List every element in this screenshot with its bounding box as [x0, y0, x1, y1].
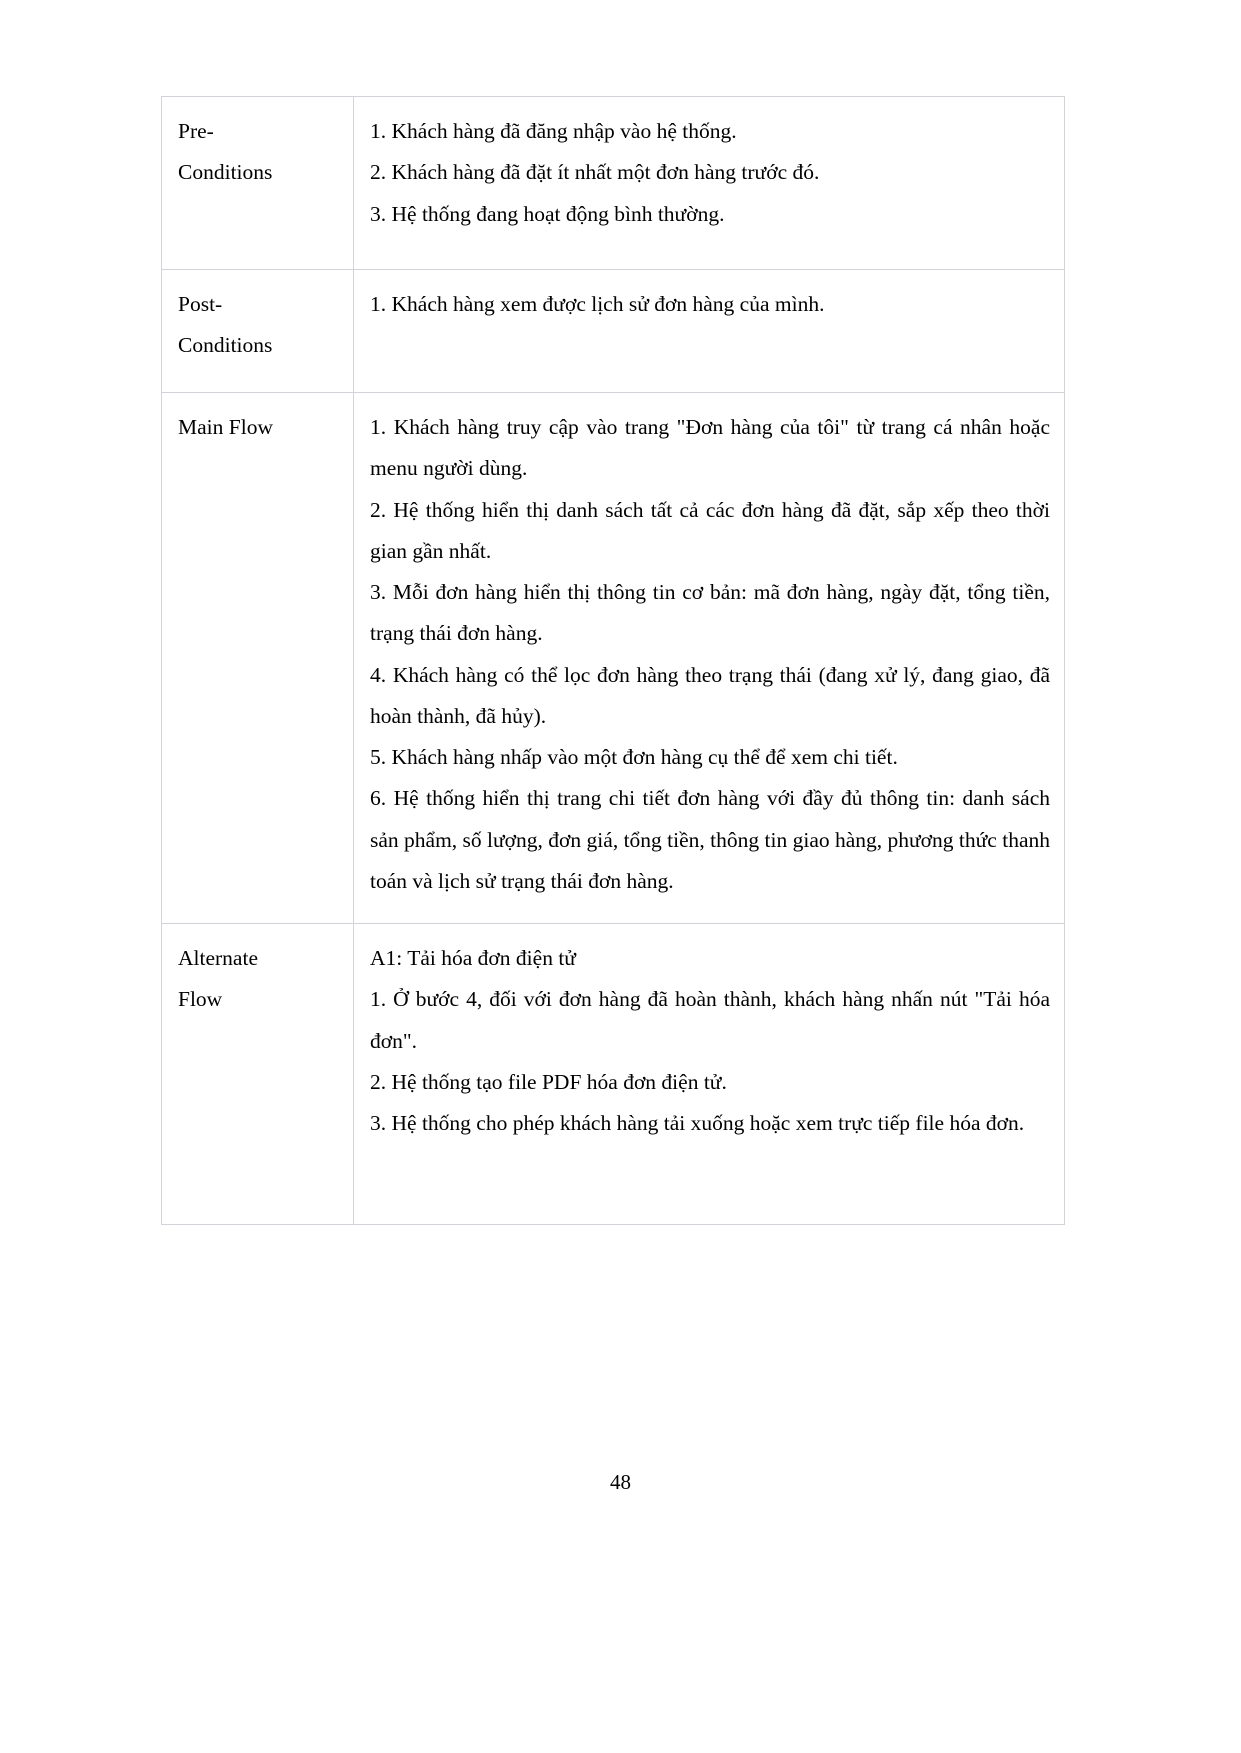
- label-line: Pre-: [178, 119, 214, 143]
- body-line: 1. Ở bước 4, đối với đơn hàng đã hoàn thành, khách hàng nhấn nút "Tải hóa đơn".: [370, 987, 1050, 1053]
- label-line: Conditions: [178, 160, 273, 185]
- label-line: Main Flow: [178, 415, 273, 439]
- table-row: [162, 393, 1065, 924]
- body-line: 5. Khách hàng nhấp vào một đơn hàng cụ thể để xem chi tiết.: [370, 745, 898, 770]
- label-line: Flow: [178, 987, 223, 1012]
- table-body: [162, 97, 1065, 1225]
- body-line: 3. Hệ thống đang hoạt động bình thường.: [370, 201, 725, 226]
- table-row: [162, 97, 1065, 270]
- label-line: Post-: [178, 292, 223, 316]
- body-line: 3. Mỗi đơn hàng hiển thị thông tin cơ bản: mã đơn hàng, ngày đặt, tổng tiền, trạng thái đơn hàng.: [370, 580, 1050, 646]
- row-body-post-conditions: [354, 270, 1065, 393]
- table-row: [162, 924, 1065, 1225]
- row-label-pre-conditions: [162, 97, 354, 270]
- body-line: 4. Khách hàng có thể lọc đơn hàng theo trạng thái (đang xử lý, đang giao, đã hoàn thành, đã hủy).: [370, 662, 1050, 728]
- row-label-post-conditions: [162, 270, 354, 393]
- cell-spacer: [370, 1144, 1050, 1204]
- body-line: 2. Hệ thống hiển thị danh sách tất cả các đơn hàng đã đặt, sắp xếp theo thời gian gần nhất.: [370, 497, 1050, 563]
- body-line: A1: Tải hóa đơn điện tử: [370, 946, 576, 970]
- body-line: 1. Khách hàng xem được lịch sử đơn hàng của mình.: [370, 292, 825, 316]
- body-line: 3. Hệ thống cho phép khách hàng tải xuống hoặc xem trực tiếp file hóa đơn.: [370, 1111, 1025, 1136]
- row-body-alternate-flow: [354, 924, 1065, 1225]
- row-label-main-flow: [162, 393, 354, 924]
- label-line: Conditions: [178, 333, 273, 358]
- label-line: Alternate: [178, 946, 258, 970]
- body-line: 1. Khách hàng truy cập vào trang "Đơn hàng của tôi" từ trang cá nhân hoặc menu người dùng.: [370, 415, 1050, 481]
- row-body-main-flow: [354, 393, 1065, 924]
- body-line: 2. Hệ thống tạo file PDF hóa đơn điện tử.: [370, 1069, 727, 1094]
- row-label-alternate-flow: [162, 924, 354, 1225]
- body-line: 1. Khách hàng đã đăng nhập vào hệ thống.: [370, 119, 737, 143]
- body-line: 6. Hệ thống hiển thị trang chi tiết đơn hàng với đầy đủ thông tin: danh sách sản phẩm, số lượng, đơn giá, tổng tiền, thông tin giao hàng, phương thức thanh toán và lịch sử trạng thái đơn hàng.: [370, 786, 1050, 893]
- use-case-table: [161, 96, 1065, 1225]
- body-line: 2. Khách hàng đã đặt ít nhất một đơn hàng trước đó.: [370, 160, 820, 185]
- table-row: [162, 270, 1065, 393]
- row-body-pre-conditions: [354, 97, 1065, 270]
- page-number: 48: [610, 1470, 631, 1494]
